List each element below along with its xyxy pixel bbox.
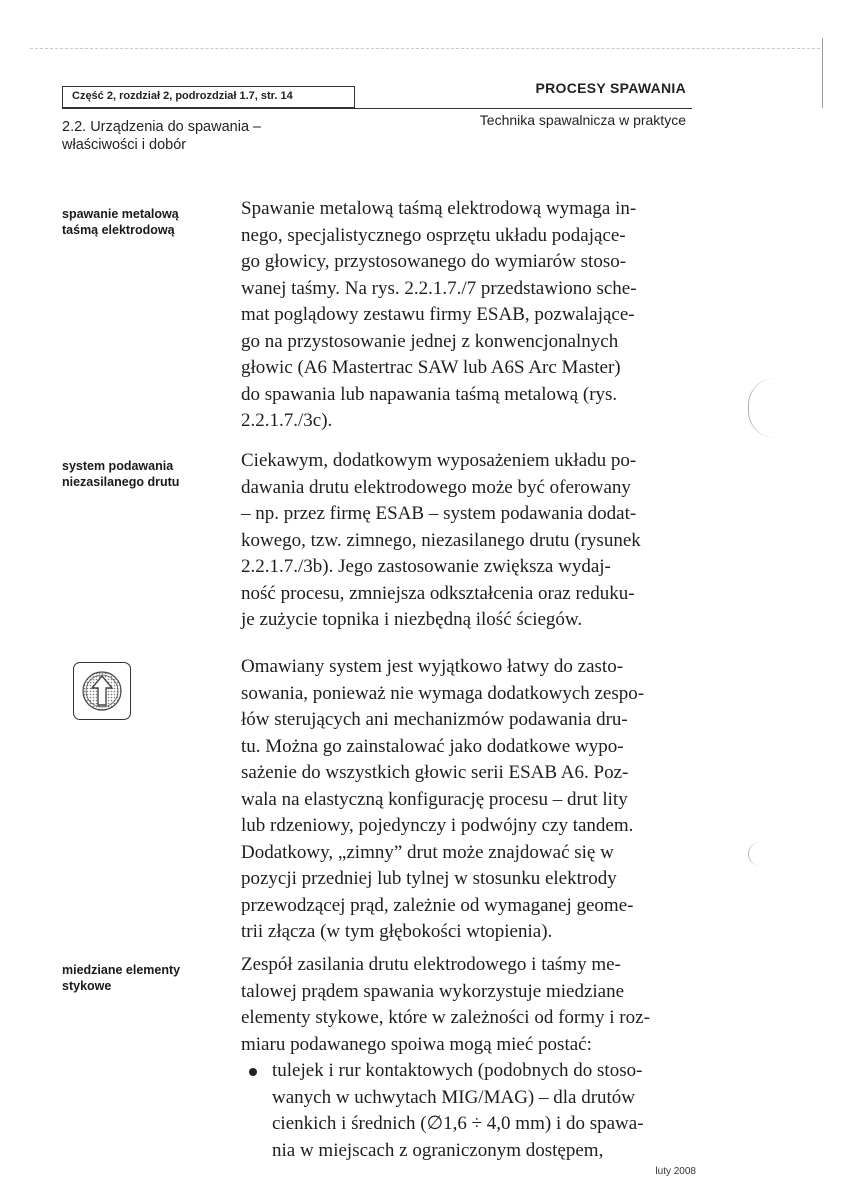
- text-line: pozycji przedniej lub tylnej w stosunku elektrody: [241, 868, 617, 889]
- text-line: Dodatkowy, „zimny” drut może znajdować się w: [241, 841, 614, 863]
- scan-artifact-line: [30, 48, 820, 49]
- margin-label-line: taśmą elektrodową: [62, 223, 175, 237]
- text-line: przewodzącej prąd, zależnie od wymaganej geome-: [241, 894, 634, 916]
- bullet-list: [241, 1058, 689, 1164]
- text-line: kowego, tzw. zimnego, niezasilanego drutu (rysunek: [241, 529, 641, 551]
- text-line: Zespół zasilania drutu elektrodowego i taśmy me-: [241, 954, 621, 975]
- text-line: Omawiany system jest wyjątkowo łatwy do zasto-: [241, 656, 624, 677]
- margin-label-cold-wire: [62, 458, 232, 490]
- header-rule: [62, 108, 692, 109]
- section-title-line: 2.2. Urządzenia do spawania –: [62, 119, 262, 135]
- text-line: Spawanie metalową taśmą elektrodową wymaga in-: [241, 198, 637, 219]
- text-line: Ciekawym, dodatkowym wyposażeniem układu po-: [241, 450, 637, 471]
- text-line: nego, specjalistycznego osprzętu układu podające-: [241, 224, 626, 246]
- margin-label-copper-contacts: [62, 962, 232, 994]
- text-line: go na przystosowanie jednej z konwencjonalnych: [241, 330, 619, 352]
- margin-label-line: spawanie metalową: [62, 207, 179, 221]
- margin-label-line: niezasilanego drutu: [62, 475, 180, 489]
- text-line: dawania drutu elektrodowego może być oferowany: [241, 476, 631, 498]
- scan-artifact-edge: [822, 38, 823, 108]
- margin-label-tape-welding: [62, 206, 232, 238]
- text-line: 2.2.1.7./3c).: [241, 410, 333, 431]
- text-line: cienkich i średnich (∅1,6 ÷ 4,0 mm) i do spawa-: [272, 1113, 644, 1134]
- text-line: do spawania lub napawania taśmą metalową (rys.: [241, 383, 618, 405]
- text-line: nia w miejscach z ograniczonym dostępem,: [272, 1139, 604, 1161]
- section-title: [62, 118, 362, 154]
- text-line: go głowicy, przystosowanego do wymiarów stoso-: [241, 251, 627, 272]
- paragraph-cold-wire: [241, 448, 689, 634]
- section-title-line: właściwości i dobór: [62, 137, 187, 153]
- text-line: głowic (A6 Mastertrac SAW lub A6S Arc Master): [241, 357, 621, 378]
- running-subtitle: Technika spawalnicza w praktyce: [479, 112, 686, 128]
- margin-label-line: stykowe: [62, 979, 112, 993]
- text-line: lub rdzeniowy, pojedynczy i podwójny czy tandem.: [241, 815, 634, 836]
- margin-label-line: system podawania: [62, 459, 174, 473]
- text-line: tulejek i rur kontaktowych (podobnych do stoso-: [272, 1060, 643, 1081]
- text-line: talowej prądem spawania wykorzystuje miedziane: [241, 980, 625, 1002]
- text-line: tu. Można go zainstalować jako dodatkowe wypo-: [241, 735, 624, 757]
- paragraph-system-usage: [241, 654, 689, 946]
- paragraph-tape-welding: [241, 196, 689, 435]
- text-line: je zużycie topnika i niezbędną ilość ściegów.: [241, 609, 583, 630]
- text-line: wanych w uchwytach MIG/MAG) – dla drutów: [272, 1086, 636, 1108]
- text-line: sowania, ponieważ nie wymaga dodatkowych zespo-: [241, 682, 645, 704]
- info-arrow-up-icon: [73, 662, 131, 720]
- text-line: miaru podawanego spoiwa mogą mieć postać:: [241, 1033, 592, 1055]
- text-line: łów sterujących ani mechanizmów podawania dru-: [241, 709, 628, 730]
- text-line: trii złącza (w tym głębokości wtopienia).: [241, 921, 553, 942]
- text-line: sażenie do wszystkich głowic serii ESAB A6. Poz-: [241, 762, 629, 783]
- footer-date: luty 2008: [655, 1166, 696, 1177]
- text-line: mat poglądowy zestawu firmy ESAB, pozwalające-: [241, 304, 635, 325]
- scan-artifact-curve: [748, 842, 763, 866]
- paragraph-copper-contacts: [241, 952, 689, 1058]
- running-title: PROCESY SPAWANIA: [535, 80, 686, 96]
- bullet-icon: [249, 1068, 257, 1076]
- text-line: wanej taśmy. Na rys. 2.2.1.7./7 przedstawiono sche-: [241, 277, 637, 299]
- text-line: elementy stykowe, które w zależności od formy i roz-: [241, 1007, 650, 1028]
- scan-artifact-curve: [748, 378, 775, 438]
- list-item: [241, 1058, 689, 1164]
- margin-label-line: miedziane elementy: [62, 963, 181, 977]
- page-reference-box: Część 2, rozdział 2, podrozdział 1.7, str. 14: [62, 86, 355, 108]
- text-line: wala na elastyczną konfigurację procesu – drut lity: [241, 788, 628, 810]
- text-line: 2.2.1.7./3b). Jego zastosowanie zwiększa wydaj-: [241, 556, 611, 577]
- text-line: – np. przez firmę ESAB – system podawania dodat-: [241, 503, 637, 524]
- text-line: ność procesu, zmniejsza odkształcenia oraz reduku-: [241, 582, 635, 604]
